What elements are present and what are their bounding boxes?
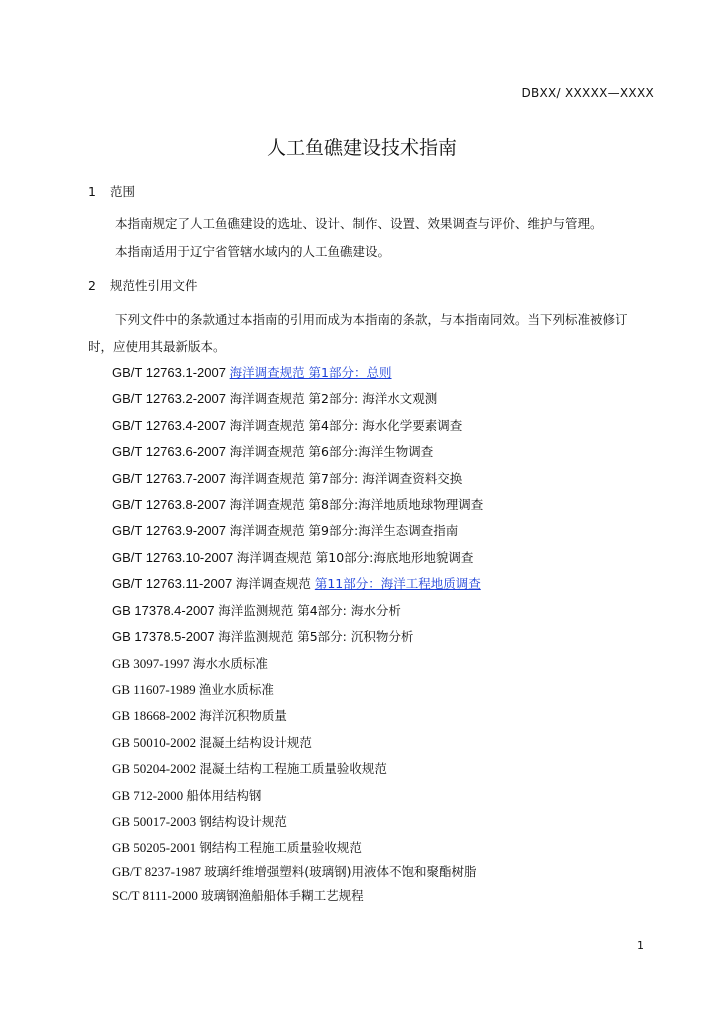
normative-intro-line-1: 下列文件中的条款通过本指南的引用而成为本指南的条款，与本指南同效。当下列标准被修订 bbox=[115, 312, 628, 327]
reference-item bbox=[112, 495, 483, 513]
reference-title: 海洋调查规范 第4部分: 海水化学要素调查 bbox=[229, 418, 463, 433]
reference-code: GB/T 12763.7-2007 bbox=[112, 471, 230, 486]
reference-item bbox=[112, 680, 274, 698]
reference-item bbox=[112, 759, 387, 777]
section-title: 规范性引用文件 bbox=[110, 278, 198, 293]
reference-title: 海洋调查规范 第10部分:海底地形地貌调查 bbox=[236, 550, 474, 565]
reference-item bbox=[112, 469, 462, 487]
reference-item bbox=[112, 733, 312, 751]
reference-item bbox=[112, 886, 364, 904]
reference-item bbox=[112, 389, 437, 407]
reference-code: GB/T 12763.2-2007 bbox=[112, 391, 230, 406]
reference-code: SC/T 8111-2000 bbox=[112, 888, 202, 903]
reference-item bbox=[112, 812, 287, 830]
reference-item bbox=[112, 838, 362, 856]
scope-paragraph-2: 本指南适用于辽宁省管辖水域内的人工鱼礁建设。 bbox=[115, 244, 391, 259]
page-number: 1 bbox=[637, 939, 644, 952]
reference-code: GB/T 12763.9-2007 bbox=[112, 523, 230, 538]
reference-code: GB 712-2000 bbox=[112, 788, 187, 803]
reference-title: 钢结构设计规范 bbox=[199, 814, 287, 829]
reference-code: GB 17378.4-2007 bbox=[112, 603, 219, 618]
page-title: 人工鱼礁建设技术指南 bbox=[266, 137, 457, 159]
reference-link[interactable]: 第11部分：海洋工程地质调查 bbox=[314, 576, 481, 591]
reference-code: GB/T 12763.8-2007 bbox=[112, 497, 230, 512]
reference-title: 混凝土结构设计规范 bbox=[199, 735, 312, 750]
reference-link[interactable]: 海洋调查规范 第1部分：总则 bbox=[229, 365, 392, 380]
reference-title: 玻璃纤维增强塑料(玻璃钢)用液体不饱和聚酯树脂 bbox=[204, 864, 477, 879]
reference-title: 船体用结构钢 bbox=[186, 788, 262, 803]
reference-item bbox=[112, 416, 462, 434]
reference-item bbox=[112, 786, 261, 804]
reference-code: GB 50017-2003 bbox=[112, 814, 200, 829]
section-number: 2 bbox=[88, 278, 96, 293]
scope-paragraph-1: 本指南规定了人工鱼礁建设的选址、设计、制作、设置、效果调查与评价、维护与管理。 bbox=[115, 216, 603, 231]
reference-title: 海水水质标准 bbox=[192, 656, 268, 671]
reference-item bbox=[112, 601, 401, 619]
reference-code: GB 50204-2002 bbox=[112, 761, 200, 776]
reference-title: 玻璃钢渔船船体手糊工艺规程 bbox=[201, 888, 364, 903]
reference-item bbox=[112, 574, 481, 592]
reference-code: GB 11607-1989 bbox=[112, 682, 199, 697]
normative-intro-line-2: 时，应使用其最新版本。 bbox=[88, 339, 226, 354]
section-heading-normative bbox=[88, 276, 198, 294]
section-title: 范围 bbox=[110, 184, 136, 199]
reference-title: 混凝土结构工程施工质量验收规范 bbox=[199, 761, 387, 776]
reference-title: 海洋监测规范 第5部分: 沉积物分析 bbox=[218, 629, 414, 644]
reference-item bbox=[112, 363, 392, 381]
reference-item bbox=[112, 862, 476, 880]
section-number: 1 bbox=[88, 184, 96, 199]
reference-title: 海洋调查规范 第6部分:海洋生物调查 bbox=[229, 444, 434, 459]
reference-title: 海洋调查规范 第2部分: 海洋水文观测 bbox=[229, 391, 438, 406]
reference-title: 渔业水质标准 bbox=[198, 682, 274, 697]
reference-item bbox=[112, 548, 473, 566]
reference-code: GB 17378.5-2007 bbox=[112, 629, 219, 644]
reference-code: GB/T 8237-1987 bbox=[112, 864, 205, 879]
reference-item bbox=[112, 706, 287, 724]
reference-code: GB/T 12763.10-2007 bbox=[112, 550, 237, 565]
reference-code: GB 50010-2002 bbox=[112, 735, 200, 750]
reference-title: 海洋调查规范 第9部分:海洋生态调查指南 bbox=[229, 523, 459, 538]
reference-title: 海洋沉积物质量 bbox=[199, 708, 287, 723]
section-heading-scope bbox=[88, 182, 135, 200]
reference-item bbox=[112, 442, 433, 460]
reference-title: 海洋监测规范 第4部分: 海水分析 bbox=[218, 603, 401, 618]
reference-title: 海洋调查规范 bbox=[235, 576, 315, 591]
reference-code: GB 50205-2001 bbox=[112, 840, 200, 855]
document-code: DBXX/ XXXXX—XXXX bbox=[521, 86, 654, 100]
reference-title: 海洋调查规范 第8部分:海洋地质地球物理调查 bbox=[229, 497, 484, 512]
reference-code: GB/T 12763.11-2007 bbox=[112, 576, 236, 591]
reference-item bbox=[112, 521, 458, 539]
reference-code: GB 3097-1997 bbox=[112, 656, 193, 671]
reference-code: GB/T 12763.4-2007 bbox=[112, 418, 230, 433]
reference-code: GB 18668-2002 bbox=[112, 708, 200, 723]
reference-code: GB/T 12763.1-2007 bbox=[112, 365, 230, 380]
reference-title: 钢结构工程施工质量验收规范 bbox=[199, 840, 362, 855]
reference-title: 海洋调查规范 第7部分: 海洋调查资料交换 bbox=[229, 471, 463, 486]
reference-code: GB/T 12763.6-2007 bbox=[112, 444, 230, 459]
reference-item bbox=[112, 654, 268, 672]
reference-item bbox=[112, 627, 413, 645]
